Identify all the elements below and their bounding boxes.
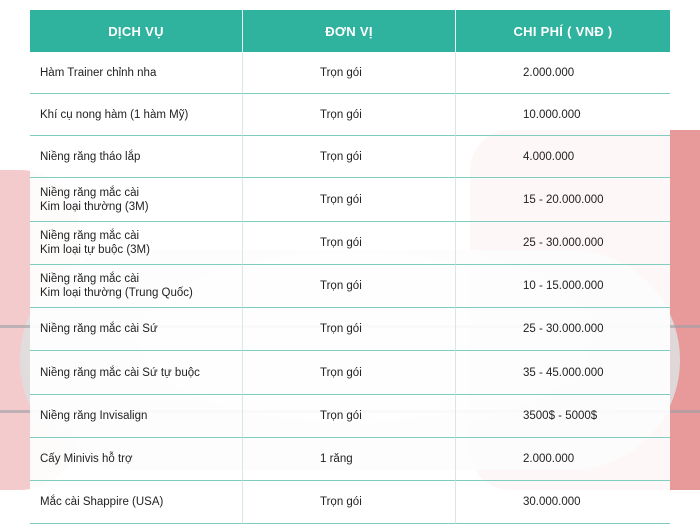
cost-cell: 25 - 30.000.000 — [456, 222, 670, 265]
service-name: Mắc cài Shappire (USA) — [40, 496, 164, 508]
header-unit: ĐƠN VỊ — [243, 10, 456, 52]
header-cost: CHI PHÍ ( VNĐ ) — [456, 10, 670, 52]
cost-cell: 30.000.000 — [456, 481, 670, 524]
unit-cell: Trọn gói — [243, 351, 456, 395]
table-row — [30, 481, 670, 524]
unit-cell: Trọn gói — [243, 481, 456, 524]
service-name: Kim loại thường (Trung Quốc) — [40, 287, 193, 299]
service-name: Niềng răng mắc cài — [40, 186, 140, 199]
unit-cell: Trọn gói — [243, 222, 456, 265]
service-name: Kim loại tự buộc (3M) — [40, 244, 150, 256]
cost-cell: 10 - 15.000.000 — [456, 265, 670, 308]
service-name: Niềng răng mắc cài — [40, 273, 140, 285]
service-name: Niềng răng mắc cài — [40, 230, 140, 242]
table-row — [30, 178, 670, 222]
price-table — [30, 10, 670, 524]
service-cell — [30, 481, 243, 524]
table-row — [30, 52, 670, 94]
service-name: Cấy Minivis hỗ trợ — [40, 453, 133, 465]
cost-cell: 3500$ - 5000$ — [456, 395, 670, 438]
unit-cell: Trọn gói — [243, 178, 456, 222]
table-row — [30, 222, 670, 265]
service-cell — [30, 265, 243, 308]
table-header-row — [30, 10, 670, 52]
service-cell — [30, 308, 243, 351]
unit-cell: Trọn gói — [243, 94, 456, 136]
unit-cell: Trọn gói — [243, 52, 456, 94]
unit-cell: Trọn gói — [243, 395, 456, 438]
table-row — [30, 438, 670, 481]
unit-cell: Trọn gói — [243, 136, 456, 178]
service-cell — [30, 438, 243, 481]
service-name: Kim loại thường (3M) — [40, 200, 149, 213]
header-service: DỊCH VỤ — [30, 10, 243, 52]
cost-cell: 4.000.000 — [456, 136, 670, 178]
service-cell — [30, 52, 243, 94]
table-row — [30, 136, 670, 178]
cost-cell: 25 - 30.000.000 — [456, 308, 670, 351]
table-row — [30, 265, 670, 308]
service-name: Niềng răng tháo lắp — [40, 150, 141, 163]
price-table-container — [30, 10, 670, 524]
unit-cell: 1 răng — [243, 438, 456, 481]
service-cell — [30, 222, 243, 265]
table-row — [30, 351, 670, 395]
service-cell — [30, 395, 243, 438]
cost-cell: 2.000.000 — [456, 52, 670, 94]
service-cell — [30, 351, 243, 395]
service-name: Khí cụ nong hàm (1 hàm Mỹ) — [40, 108, 189, 121]
service-cell — [30, 94, 243, 136]
service-name: Niềng răng Invisalign — [40, 410, 148, 422]
unit-cell: Trọn gói — [243, 308, 456, 351]
table-row — [30, 94, 670, 136]
cost-cell: 2.000.000 — [456, 438, 670, 481]
service-cell — [30, 178, 243, 222]
unit-cell: Trọn gói — [243, 265, 456, 308]
service-name: Niềng răng mắc cài Sứ tự buộc — [40, 366, 200, 379]
service-name: Hàm Trainer chỉnh nha — [40, 66, 157, 79]
cost-cell: 15 - 20.000.000 — [456, 178, 670, 222]
cost-cell: 35 - 45.000.000 — [456, 351, 670, 395]
table-row — [30, 308, 670, 351]
service-cell — [30, 136, 243, 178]
cost-cell: 10.000.000 — [456, 94, 670, 136]
table-row — [30, 395, 670, 438]
service-name: Niềng răng mắc cài Sứ — [40, 323, 158, 335]
